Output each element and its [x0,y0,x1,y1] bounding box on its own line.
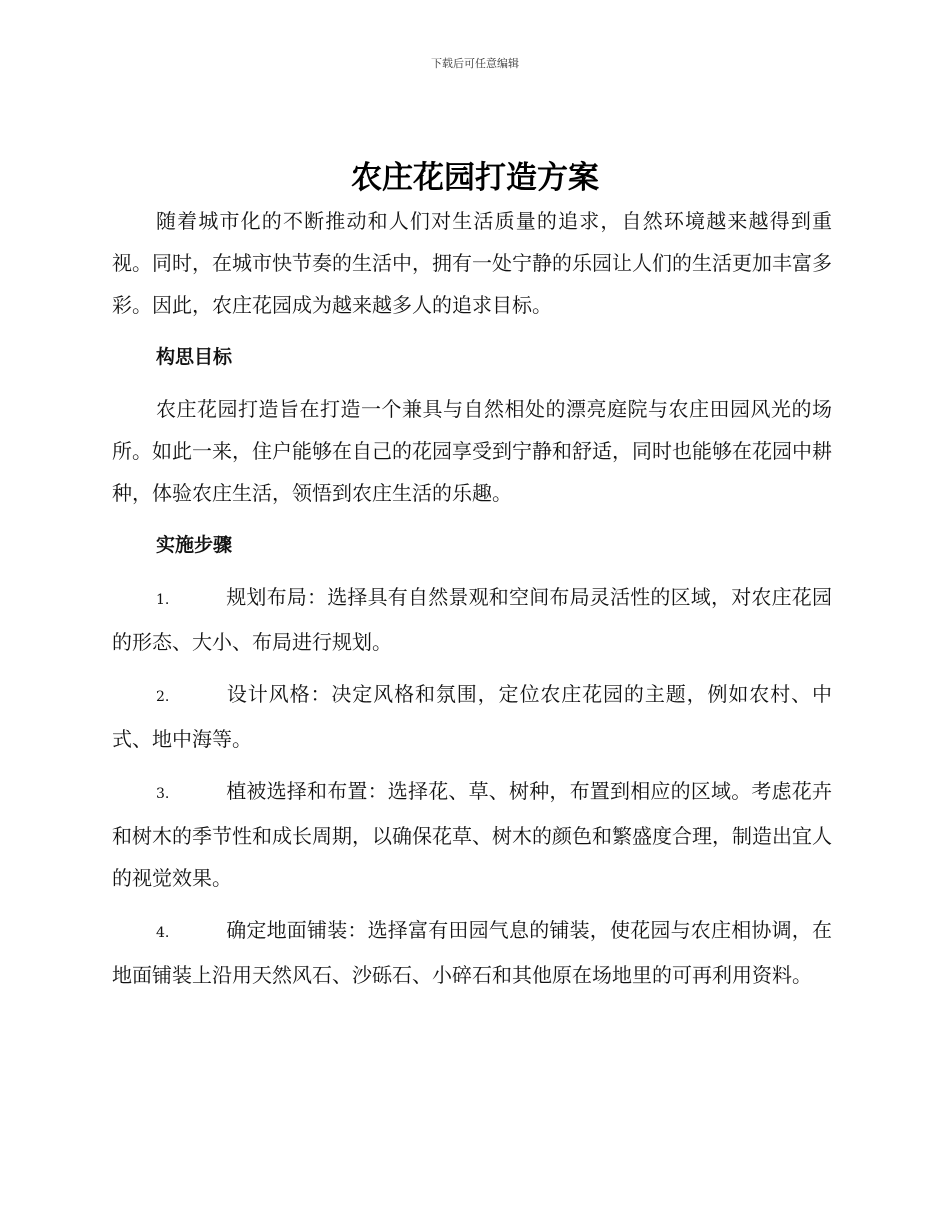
step-text: 确定地面铺装：选择富有田园气息的铺装，使花园与农庄相协调，在地面铺装上沿用天然风石、沙砾石、小碎石和其他原在场地里的可再利用资料。 [112,918,832,987]
step-text: 植被选择和布置：选择花、草、树种，布置到相应的区域。考虑花卉和树木的季节性和成长周期，以确保花草、树木的颜色和繁盛度合理，制造出宜人的视觉效果。 [112,779,832,890]
section-heading-goal: 构思目标 [156,346,233,368]
goal-paragraph: 农庄花园打造旨在打造一个兼具与自然相处的漂亮庭院与农庄田园风光的场所。如此一来，住户能够在自己的花园享受到宁静和舒适，同时也能够在花园中耕种，体验农庄生活，领悟到农庄生活的乐趣。 [112,397,832,505]
intro-paragraph: 随着城市化的不断推动和人们对生活质量的追求，自然环境越来越得到重视。同时，在城市快节奏的生活中，拥有一处宁静的乐园让人们的生活更加丰富多彩。因此，农庄花园成为越来越多人的追求目标。 [112,209,832,317]
step-item [112,909,832,996]
header-note: 下载后可任意编辑 [431,57,519,70]
step-item [112,770,832,899]
step-number: 2. [156,689,170,705]
step-number: 4. [156,925,170,941]
step-number: 3. [156,786,170,802]
step-item [112,673,832,760]
step-text: 规划布局：选择具有自然景观和空间布局灵活性的区域，对农庄花园的形态、大小、布局进行规划。 [112,585,832,654]
document-title: 农庄花园打造方案 [351,160,599,196]
section-heading-steps: 实施步骤 [156,534,233,556]
step-number: 1. [156,592,170,608]
document-body [112,200,832,996]
step-item [112,576,832,663]
step-text: 设计风格：决定风格和氛围，定位农庄花园的主题，例如农村、中式、地中海等。 [112,682,832,751]
